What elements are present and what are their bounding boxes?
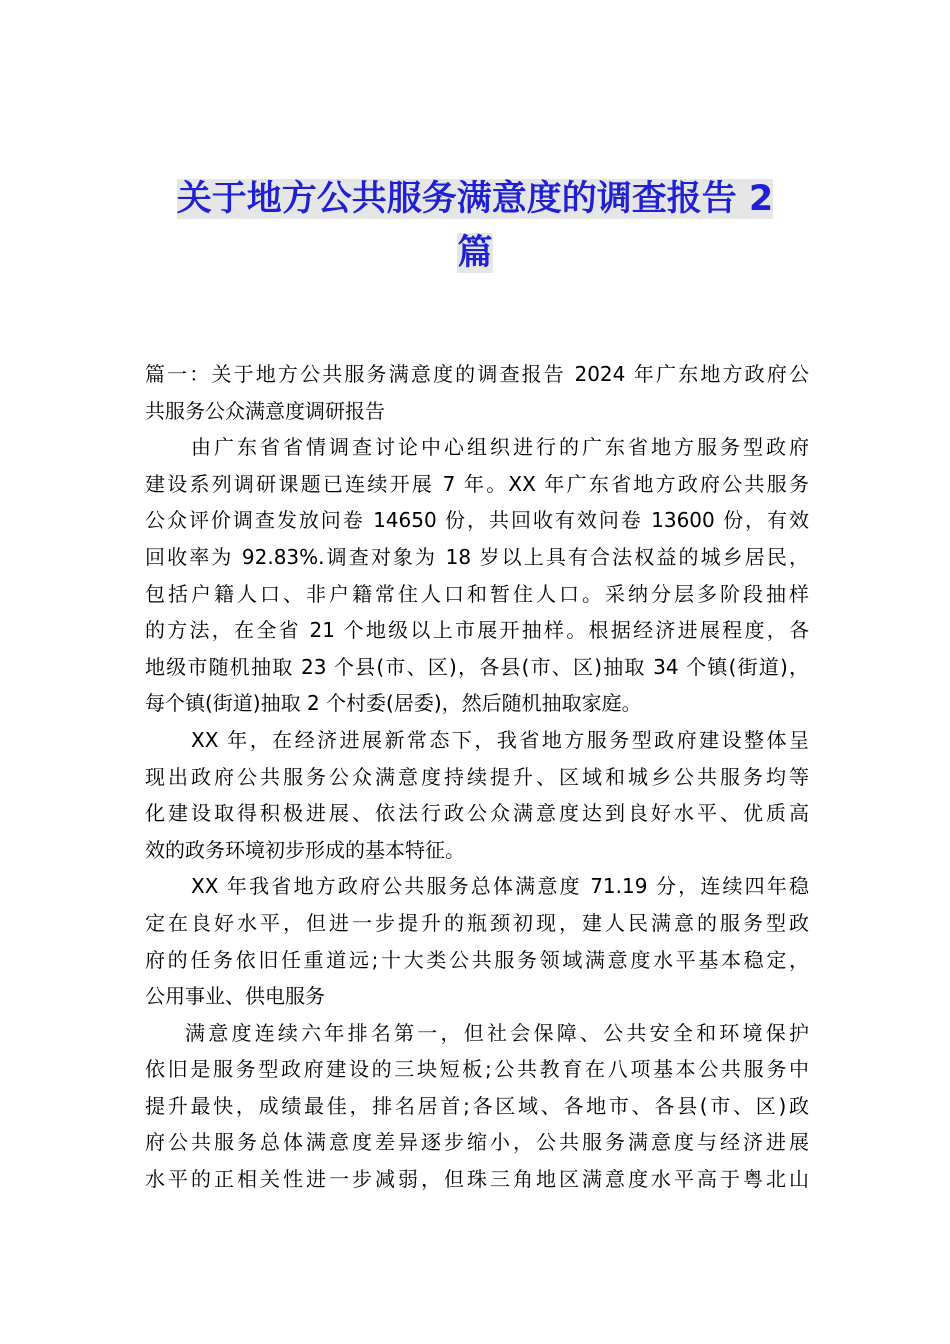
text-line: 依旧是服务型政府建设的三块短板;公共教育在八项基本公共服务中 bbox=[145, 1057, 809, 1082]
text-line: 包括户籍人口、非户籍常住人口和暂住人口。采纳分层多阶段抽样 bbox=[145, 581, 809, 606]
text-line: 定在良好水平，但进一步提升的瓶颈初现，建人民满意的服务型政 bbox=[145, 910, 809, 935]
title-line-1: 关于地方公共服务满意度的调查报告 2 bbox=[176, 179, 774, 219]
text-line: 每个镇(街道)抽取 2 个村委(居委)，然后随机抽取家庭。 bbox=[145, 691, 642, 716]
text-line: 水平的正相关性进一步减弱，但珠三角地区满意度水平高于粤北山 bbox=[145, 1167, 809, 1192]
text-line: 建设系列调研课题已连续开展 7 年。XX 年广东省地方政府公共服务 bbox=[145, 471, 809, 496]
text-line: 地级市随机抽取 23 个县(市、区)，各县(市、区)抽取 34 个镇(街道)， bbox=[145, 654, 809, 679]
text-line: 的方法，在全省 21 个地级以上市展开抽样。根据经济进展程度，各 bbox=[145, 618, 809, 643]
text-line: 共服务公众满意度调研报告 bbox=[145, 398, 385, 423]
text-line: 满意度连续六年排名第一，但社会保障、公共安全和环境保护 bbox=[185, 1020, 809, 1045]
text-line: 现出政府公共服务公众满意度持续提升、区域和城乡公共服务均等 bbox=[145, 764, 809, 789]
text-line: 篇一：关于地方公共服务满意度的调查报告 2024 年广东地方政府公 bbox=[145, 362, 809, 386]
text-line: 公众评价调查发放问卷 14650 份，共回收有效问卷 13600 份，有效 bbox=[145, 508, 809, 533]
text-line: 府的任务依旧任重道远;十大类公共服务领域满意度水平基本稳定， bbox=[145, 947, 809, 972]
text-line: 提升最快，成绩最佳，排名居首;各区域、各地市、各县(市、区)政 bbox=[145, 1093, 809, 1118]
text-line: 回收率为 92.83%.调查对象为 18 岁以上具有合法权益的城乡居民， bbox=[145, 544, 809, 569]
text-line: 公用事业、供电服务 bbox=[145, 984, 325, 1009]
text-line: 由广东省省情调查讨论中心组织进行的广东省地方服务型政府 bbox=[191, 435, 809, 460]
title-line-2: 篇 bbox=[457, 233, 493, 273]
text-line: XX 年我省地方政府公共服务总体满意度 71.19 分，连续四年稳 bbox=[191, 874, 809, 899]
document-body bbox=[145, 356, 809, 1198]
text-line: 府公共服务总体满意度差异逐步缩小，公共服务满意度与经济进展 bbox=[145, 1130, 809, 1155]
text-line: 效的政务环境初步形成的基本特征。 bbox=[145, 837, 465, 862]
text-line: XX 年，在经济进展新常态下，我省地方服务型政府建设整体呈 bbox=[191, 727, 809, 752]
document-title bbox=[145, 172, 805, 280]
text-line: 化建设取得积极进展、依法行政公众满意度达到良好水平、优质高 bbox=[145, 801, 809, 826]
